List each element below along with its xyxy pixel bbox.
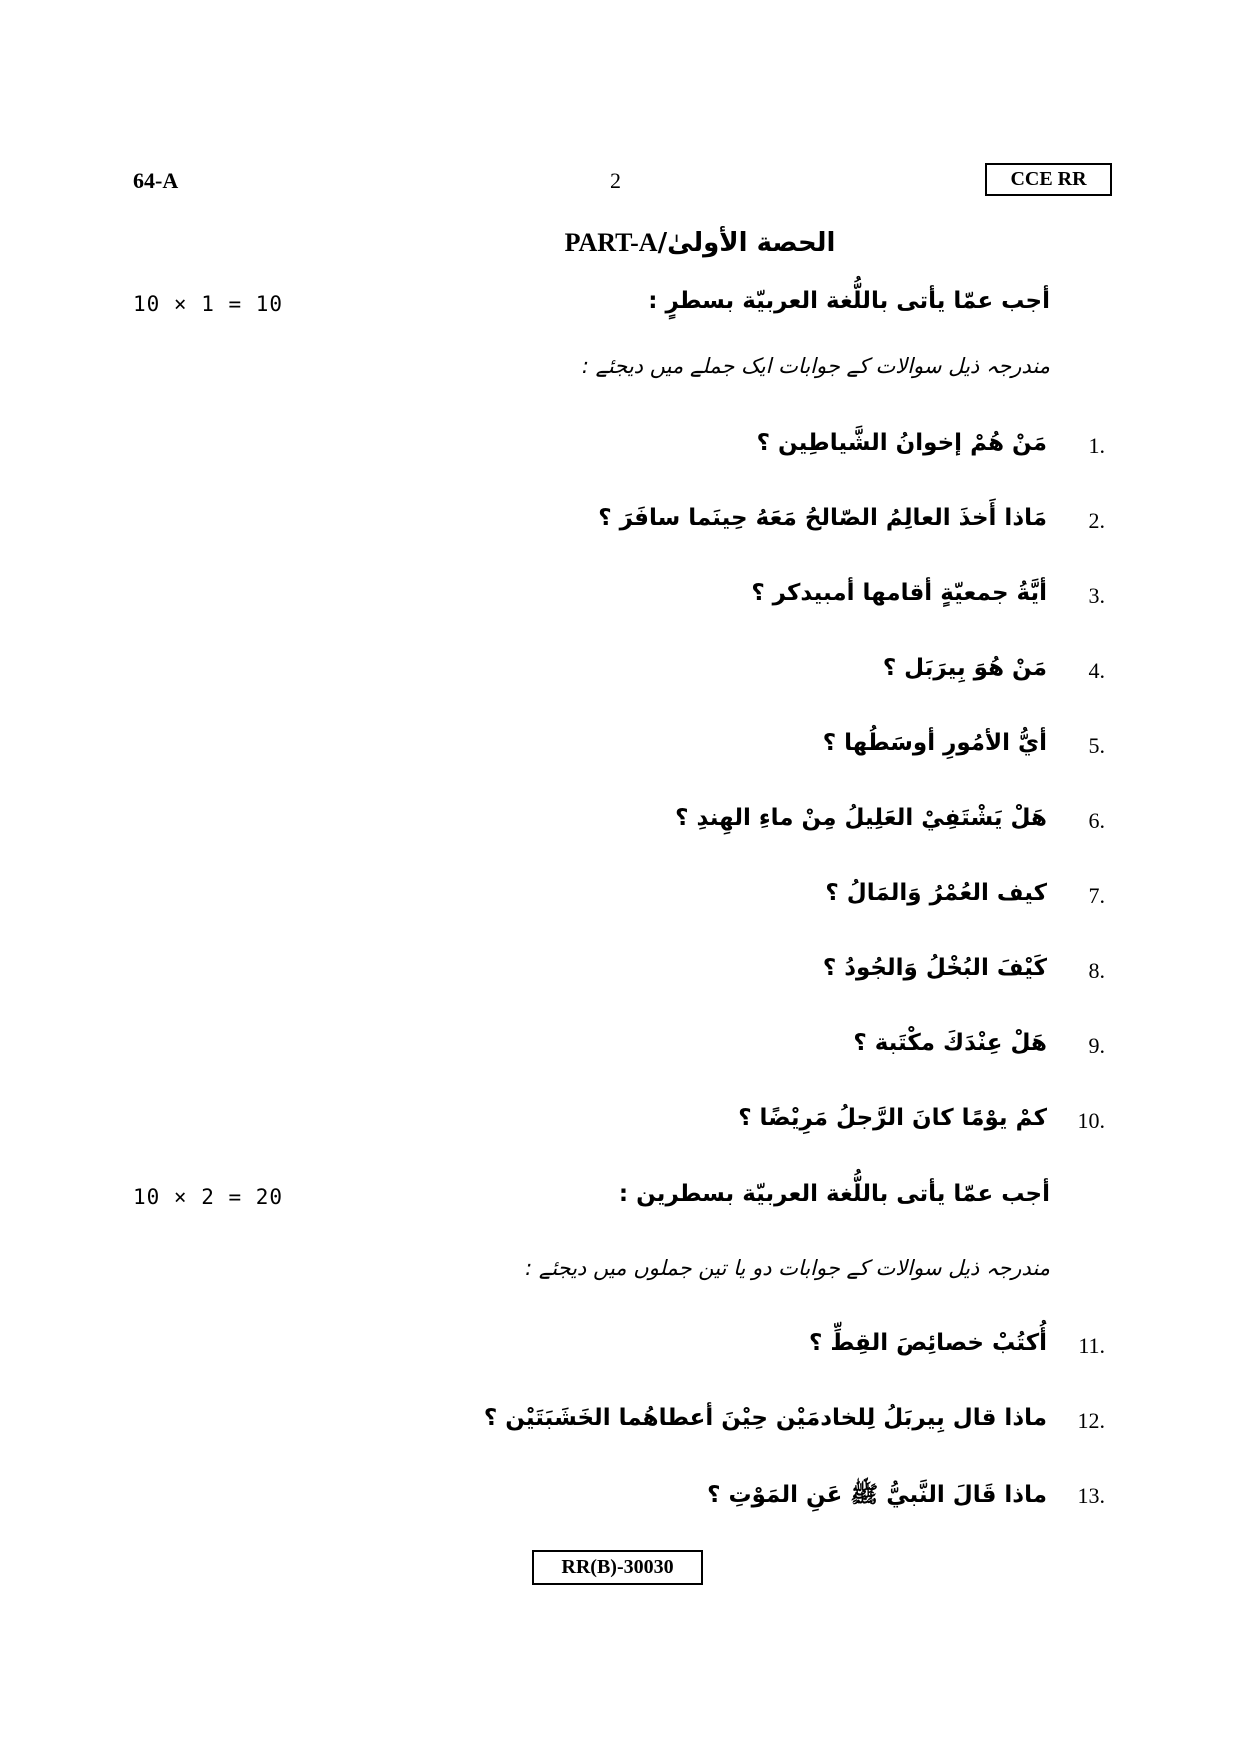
question-number: 8. bbox=[1088, 958, 1105, 983]
question-number: 6. bbox=[1088, 808, 1105, 833]
page-number: 2 bbox=[610, 168, 621, 193]
question-number: 3. bbox=[1088, 583, 1105, 608]
question-number: 5. bbox=[1088, 733, 1105, 758]
question-number: 9. bbox=[1088, 1033, 1105, 1058]
question-text: كمْ يوْمًا كانَ الرَّجلُ مَرِيْضًا ؟ bbox=[738, 1105, 1047, 1131]
question-text: هَلْ عِنْدَكَ مكْتَبة ؟ bbox=[853, 1030, 1047, 1056]
section2-instruction-urdu: مندرجہ ذیل سوالات کے جوابات دو یا تین جملوں میں دیجئے : bbox=[525, 1256, 1050, 1280]
section1-instruction-arabic: أجب عمّا يأتى باللُّغة العربيّة بسطرٍ : bbox=[648, 288, 1050, 314]
question-text: مَنْ هُوَ بِيرَبَل ؟ bbox=[882, 655, 1047, 681]
section1-instruction-urdu: مندرجہ ذیل سوالات کے جوابات ایک جملے میں دیجئے : bbox=[581, 354, 1050, 378]
section2-marks: 10 × 2 = 20 bbox=[133, 1185, 284, 1209]
question-text: كَيْفَ البُخْلُ وَالجُودُ ؟ bbox=[822, 955, 1047, 981]
part-title-arabic: الحصة الأولیٰ bbox=[667, 228, 836, 258]
question-text: أُكتُبْ خصائِصَ القِطِّ ؟ bbox=[809, 1330, 1047, 1356]
question-number: 2. bbox=[1088, 508, 1105, 533]
question-text: كيف العُمْرُ وَالمَالُ ؟ bbox=[825, 880, 1047, 906]
question-number: 4. bbox=[1088, 658, 1105, 683]
question-text: أيَّةُ جمعيّةٍ أقامها أمبيدكر ؟ bbox=[751, 580, 1047, 606]
question-text: ماذا قال بِيربَلُ لِلخادمَيْن حِيْنَ أعطاهُما الخَشَبَتَيْن ؟ bbox=[483, 1405, 1047, 1431]
question-text: مَنْ هُمْ إخوانُ الشَّياطِين ؟ bbox=[756, 430, 1047, 456]
part-title-latin: PART-A bbox=[564, 228, 658, 257]
footer-code: RR(B)-30030 bbox=[532, 1550, 703, 1585]
question-text: ماذا قَالَ النَّبيُّ ﷺ عَنِ المَوْتِ ؟ bbox=[707, 1482, 1047, 1508]
part-title bbox=[450, 228, 950, 258]
question-number: 7. bbox=[1088, 883, 1105, 908]
part-title-separator: / bbox=[657, 228, 668, 258]
question-number: 11. bbox=[1078, 1333, 1105, 1358]
question-text: أيُّ الأمُورِ أوسَطُها ؟ bbox=[822, 730, 1047, 756]
series-box: CCE RR bbox=[985, 163, 1112, 196]
question-text: مَاذا أَخذَ العالِمُ الصّالحُ مَعَهُ حِينَما سافَرَ ؟ bbox=[598, 505, 1047, 531]
paper-code: 64-A bbox=[133, 168, 179, 193]
question-number: 1. bbox=[1088, 433, 1105, 458]
section1-marks: 10 × 1 = 10 bbox=[133, 292, 284, 316]
question-number: 10. bbox=[1077, 1108, 1105, 1133]
question-number: 12. bbox=[1077, 1408, 1105, 1433]
question-number: 13. bbox=[1077, 1483, 1105, 1508]
question-text: هَلْ يَشْتَفِيْ العَلِيلُ مِنْ ماءِ الهِندِ ؟ bbox=[675, 805, 1047, 831]
section2-instruction-arabic: أجب عمّا يأتى باللُّغة العربيّة بسطرين : bbox=[618, 1181, 1050, 1207]
